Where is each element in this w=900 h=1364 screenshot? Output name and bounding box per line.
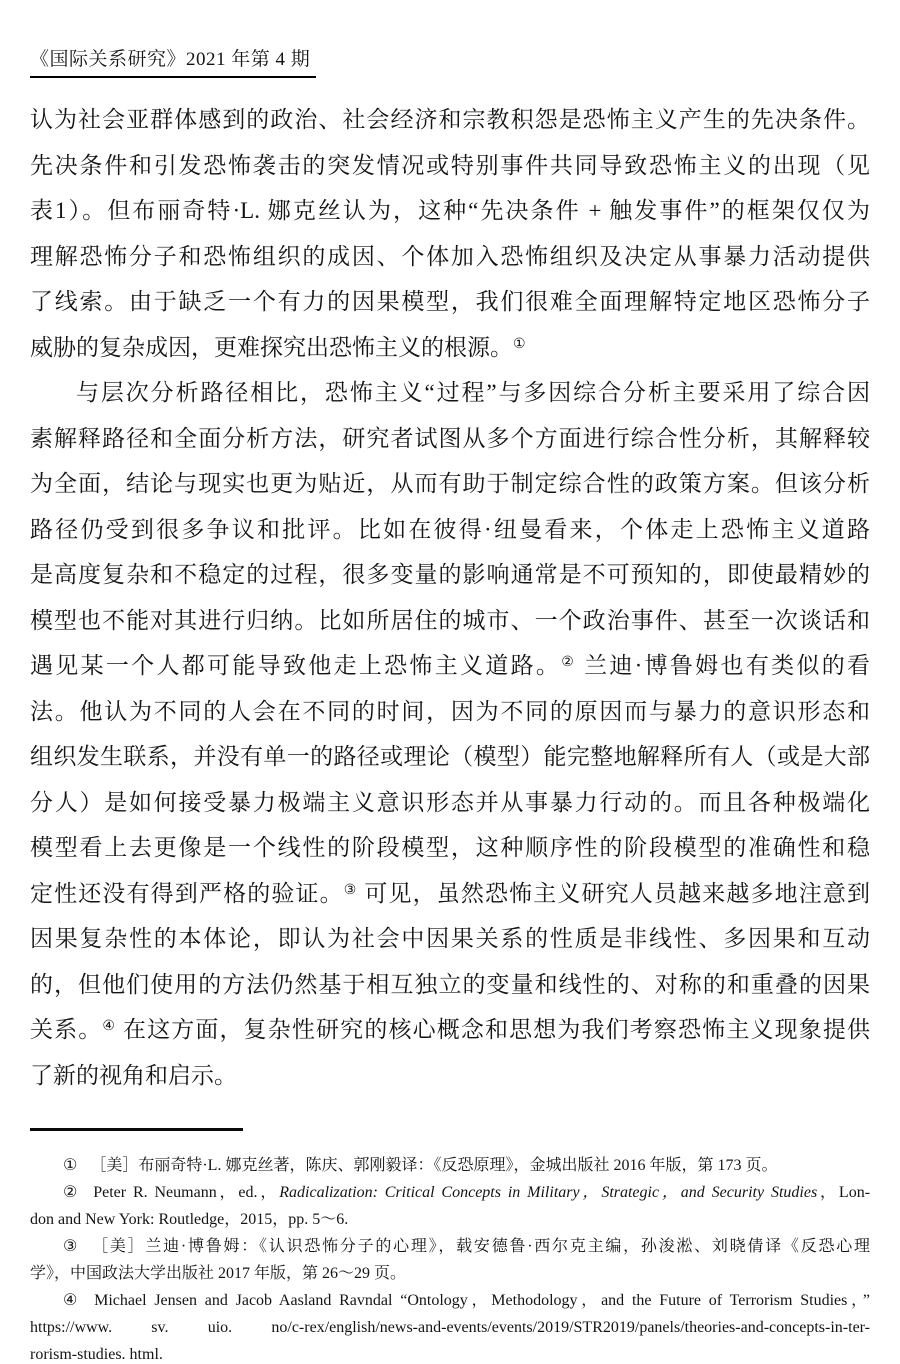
text-segment: 组织发生联系，并没有单一的路径或理论（模型）能完整地解释所有人（或是大部 bbox=[30, 744, 870, 769]
footnote-number: ① bbox=[63, 1157, 78, 1174]
footnote-line bbox=[30, 1314, 870, 1341]
text-segment: 遇见某一个人都可能导致他走上恐怖主义道路。 bbox=[30, 653, 562, 678]
text-segment: 了新的视角和启示。 bbox=[30, 1062, 237, 1088]
body-line bbox=[30, 598, 870, 644]
body-line bbox=[30, 188, 870, 234]
text-segment: 兰迪·博鲁姆也有类似的看 bbox=[576, 653, 870, 678]
footnote-line bbox=[30, 1152, 870, 1179]
footnote-line bbox=[30, 1260, 870, 1287]
body-line bbox=[30, 916, 870, 962]
text-segment: 学》，中国政法大学出版社 2017 年版，第 26～29 页。 bbox=[30, 1265, 407, 1282]
footnote-line bbox=[30, 1233, 870, 1260]
text-segment: https://www. sv. uio. no/c-rex/english/news-and-events/events/2019/STR2019/panels/theories-and-concepts-in-ter- bbox=[30, 1319, 870, 1336]
body-line bbox=[30, 552, 870, 598]
footnote-ref: ① bbox=[513, 336, 526, 352]
text-segment: ［美］兰迪·博鲁姆：《认识恐怖分子的心理》，载安德鲁·西尔克主编，孙浚淞、刘晓倩译《反恐心理 bbox=[92, 1238, 870, 1255]
footnote-ref: ④ bbox=[102, 1019, 117, 1034]
body-line bbox=[30, 643, 870, 689]
footnote-number: ④ bbox=[63, 1292, 82, 1309]
footnote-line bbox=[30, 1287, 870, 1314]
text-segment: 先决条件和引发恐怖袭击的突发情况或特别事件共同导致恐怖主义的出现（见 bbox=[30, 152, 870, 178]
text-segment: 在这方面，复杂性研究的核心概念和思想为我们考察恐怖主义现象提供 bbox=[116, 1017, 870, 1042]
text-segment: 是高度复杂和不稳定的过程，很多变量的影响通常是不可预知的，即使最精妙的 bbox=[30, 562, 870, 587]
journal-header: 《国际关系研究》2021 年第 4 期 bbox=[30, 44, 316, 78]
body-line bbox=[30, 279, 870, 325]
text-segment: 为全面，结论与现实也更为贴近，从而有助于制定综合性的政策方案。但该分析 bbox=[30, 471, 870, 496]
body-line bbox=[30, 143, 870, 189]
body-line bbox=[30, 689, 870, 735]
text-segment: rorism-studies. html. bbox=[30, 1346, 163, 1363]
text-segment: 分人）是如何接受暴力极端主义意识形态并从事暴力行动的。而且各种极端化 bbox=[30, 789, 870, 815]
footnote-line bbox=[30, 1179, 870, 1206]
text-segment: 可见，虽然恐怖主义研究人员越来越多地注意到 bbox=[357, 880, 870, 906]
text-segment: 表1）。但布丽奇特·L. 娜克丝认为，这种“先决条件 + 触发事件”的框架仅仅为 bbox=[30, 198, 870, 223]
footnote-ref: ③ bbox=[343, 882, 358, 898]
text-segment: 路径仍受到很多争议和批评。比如在彼得·纽曼看来，个体走上恐怖主义道路 bbox=[30, 516, 870, 542]
body-line bbox=[30, 780, 870, 826]
article-body bbox=[30, 97, 870, 1098]
text-segment: Michael Jensen and Jacob Aasland Ravndal “Ontology，Methodology，and the Future of Terrorism Studies，” bbox=[94, 1292, 870, 1309]
body-line bbox=[30, 1053, 870, 1099]
body-line bbox=[30, 416, 870, 462]
body-line bbox=[30, 734, 870, 780]
text-segment: don and New York: Routledge，2015，pp. 5～6. bbox=[30, 1211, 349, 1228]
footnote-number: ③ bbox=[63, 1238, 80, 1255]
text-segment: 模型看上去更像是一个线性的阶段模型，这种顺序性的阶段模型的准确性和稳 bbox=[30, 835, 870, 860]
text-segment: 法。他认为不同的人会在不同的时间，因为不同的原因而与暴力的意识形态和 bbox=[30, 698, 870, 724]
footnote-line bbox=[30, 1341, 870, 1364]
text-segment: 威胁的复杂成因，更难探究出恐怖主义的根源。 bbox=[30, 334, 513, 360]
body-line bbox=[30, 234, 870, 280]
text-segment: 定性还没有得到严格的验证。 bbox=[30, 880, 344, 906]
text-segment: 与层次分析路径相比，恐怖主义“过程”与多因综合分析主要采用了综合因 bbox=[76, 380, 870, 405]
body-line bbox=[30, 1007, 870, 1053]
italic-text-segment: Radicalization: Critical Concepts in Military，Strategic，and Security Studies bbox=[279, 1184, 818, 1201]
footnote-ref: ② bbox=[561, 655, 577, 670]
footnote-number: ② bbox=[63, 1184, 81, 1201]
text-segment: 理解恐怖分子和恐怖组织的成因、个体加入恐怖组织及决定从事暴力活动提供 bbox=[30, 243, 870, 269]
text-segment: 关系。 bbox=[30, 1017, 103, 1042]
text-segment: 模型也不能对其进行归纳。比如所居住的城市、一个政治事件、甚至一次谈话和 bbox=[30, 607, 870, 633]
text-segment: ，Lon- bbox=[817, 1184, 871, 1201]
footnotes bbox=[30, 1152, 870, 1364]
body-line bbox=[30, 370, 870, 416]
text-segment: 素解释路径和全面分析方法，研究者试图从多个方面进行综合性分析，其解释较 bbox=[30, 425, 870, 451]
text-segment: 了线索。由于缺乏一个有力的因果模型，我们很难全面理解特定地区恐怖分子 bbox=[30, 289, 870, 314]
text-segment: 的，但他们使用的方法仍然基于相互独立的变量和线性的、对称的和重叠的因果 bbox=[30, 971, 870, 997]
body-line bbox=[30, 871, 870, 917]
text-segment: 认为社会亚群体感到的政治、社会经济和宗教积怨是恐怖主义产生的先决条件。 bbox=[30, 107, 870, 132]
body-line bbox=[30, 962, 870, 1008]
text-segment: Peter R. Neumann，ed.， bbox=[93, 1184, 280, 1201]
body-line bbox=[30, 507, 870, 553]
text-segment: ［美］布丽奇特·L. 娜克丝著，陈庆、郭刚毅译：《反恐原理》，金城出版社 2016 年版，第 173 页。 bbox=[90, 1157, 778, 1174]
footnote-separator bbox=[30, 1128, 243, 1131]
body-line bbox=[30, 325, 870, 371]
footnote-line bbox=[30, 1206, 870, 1233]
text-segment: 因果复杂性的本体论，即认为社会中因果关系的性质是非线性、多因果和互动 bbox=[30, 926, 870, 951]
body-line bbox=[30, 461, 870, 507]
body-line bbox=[30, 97, 870, 143]
body-line bbox=[30, 825, 870, 871]
